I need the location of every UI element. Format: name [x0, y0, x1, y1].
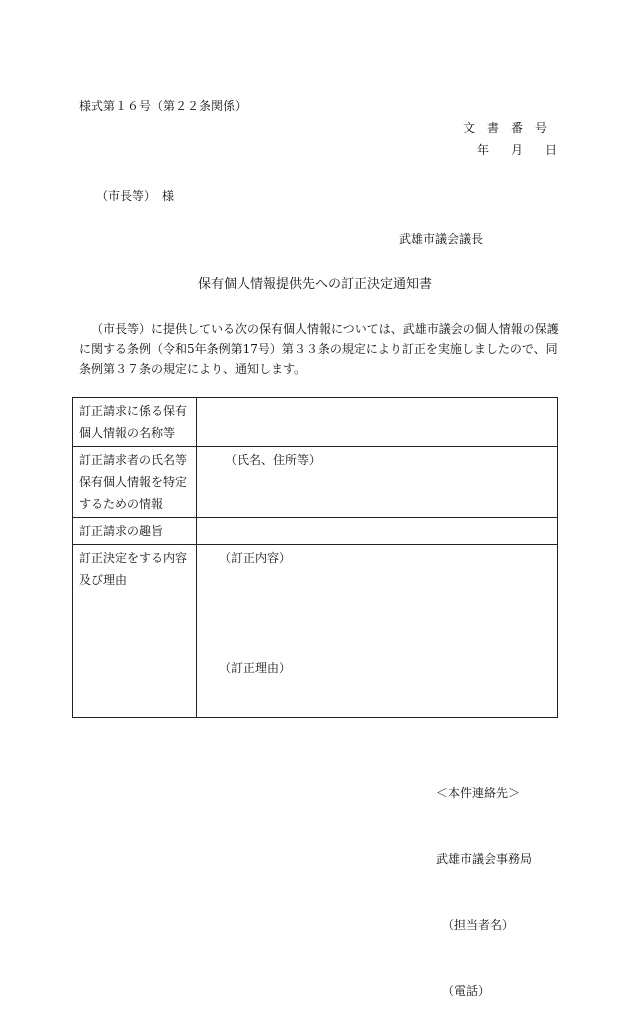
date-year: 年	[477, 143, 490, 157]
table-label-cell: 訂正請求に係る保有個人情報の名称等	[73, 398, 197, 447]
notice-table	[72, 397, 558, 718]
table-value-cell	[197, 545, 558, 718]
contact-person: （担当者名）	[442, 918, 515, 932]
form-number: 様式第１６号（第２２条関係）	[79, 99, 248, 113]
sender: 武雄市議会議長	[399, 232, 484, 246]
table-value-cell: （氏名、住所等）	[197, 447, 558, 518]
date-month: 月	[511, 143, 524, 157]
table-value-cell	[197, 518, 558, 545]
contact-phone: （電話）	[442, 984, 491, 998]
document-title: 保有個人情報提供先への訂正決定通知書	[197, 277, 432, 292]
table-row	[73, 518, 558, 545]
table-label-cell: 訂正請求者の氏名等保有個人情報を特定するための情報	[73, 447, 197, 518]
table-label-cell: 訂正請求の趣旨	[73, 518, 197, 545]
date-day: 日	[545, 143, 558, 157]
table-value-cell	[197, 398, 558, 447]
correction-reason-label: （訂正理由）	[219, 661, 292, 675]
table-label-cell: 訂正決定をする内容及び理由	[73, 545, 197, 718]
table-row	[73, 545, 558, 718]
table-row	[73, 398, 558, 447]
body-paragraph: （市長等）に提供している次の保有個人情報については、武雄市議会の個人情報の保護に関する条例（令和5年条例第17号）第３３条の規定により訂正を実施しましたので、同条例第３７条の規定により、通知します。	[79, 322, 559, 376]
table-row	[73, 447, 558, 518]
contact-heading: ＜本件連絡先＞	[436, 786, 521, 800]
document-number: 文書番号	[463, 121, 560, 135]
contact-block	[436, 738, 532, 1024]
date-line	[477, 144, 557, 156]
contact-office: 武雄市議会事務局	[436, 852, 533, 866]
addressee: （市長等） 様	[96, 189, 175, 203]
correction-content-label: （訂正内容）	[219, 551, 292, 565]
